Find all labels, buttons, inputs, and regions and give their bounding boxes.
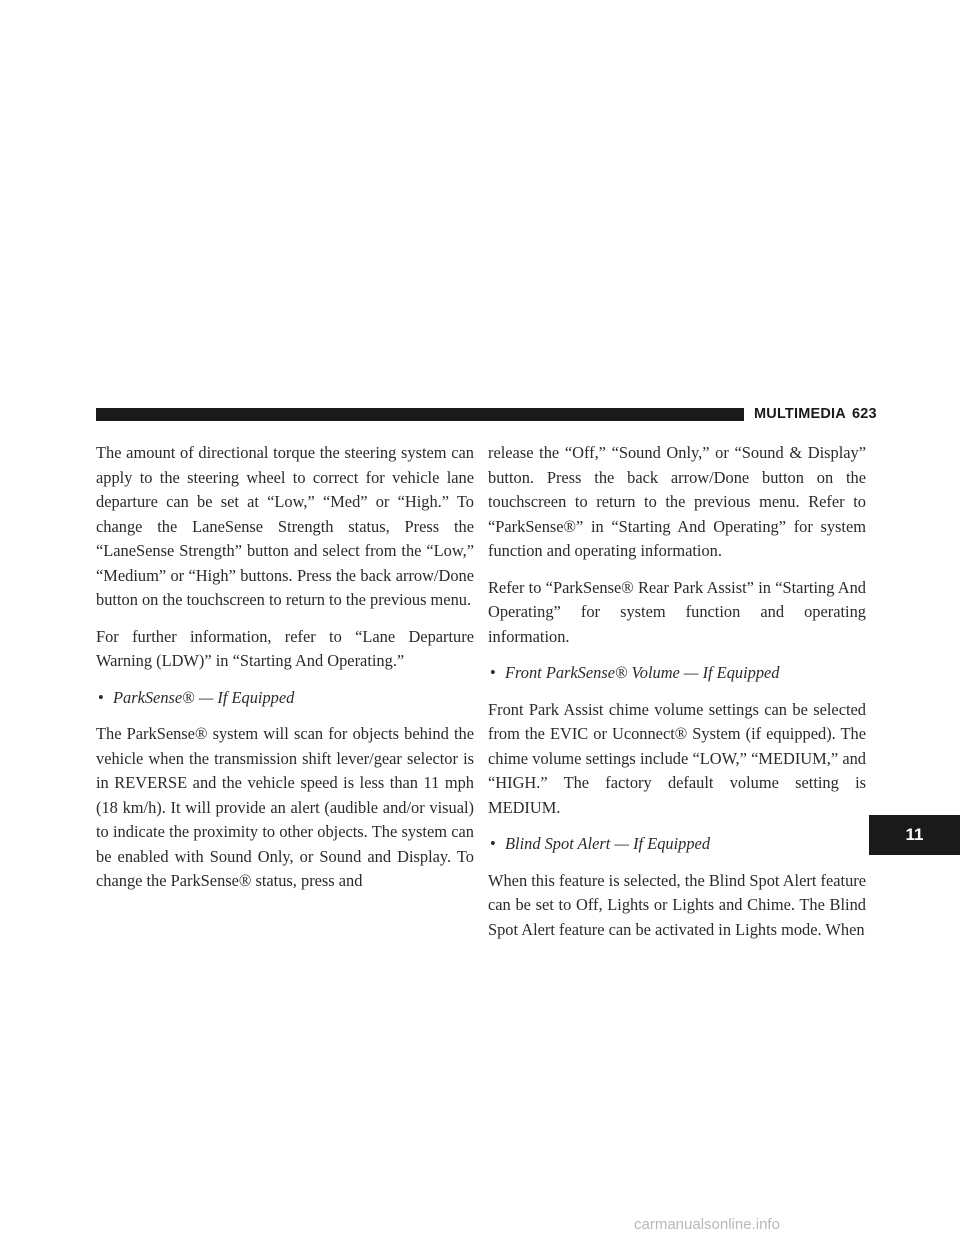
chapter-tab: 11 [869,815,960,855]
paragraph-lanesense-strength: The amount of directional torque the steering system can apply to the steering wheel to correct for vehicle lane departure can be set at “Low,” “Med” or “High.” To change the LaneSense Strength status, Press the “LaneSense Strength” button and select from the “Low,” “Medium” or “High” buttons. Press the back arrow/Done button on the touchscreen to return to the previous menu. [96,443,474,609]
header-rule [96,408,744,421]
bullet-dot: • [490,834,496,853]
section-title: MULTIMEDIA [754,406,846,422]
paragraph-parksense-release: release the “Off,” “Sound Only,” or “Sound & Display” button. Press the back arrow/Done button on the touchscreen to return to the previous menu. Refer to “ParkSense®” in “Starting And Operating” for system function and operating information. [488,443,866,560]
bullet-heading: ParkSense® — If Equipped [113,687,295,707]
paragraph-blind-spot-alert: When this feature is selected, the Blind Spot Alert feature can be set to Off, Lights or Lights and Chime. The Blind Spot Alert feature can be activated in Lights mode. When [488,870,866,939]
footer-watermark: carmanualsonline.info [634,1216,780,1233]
paragraph-further-info: For further information, refer to “Lane Departure Warning (LDW)” in “Starting And Operating.” [96,626,474,670]
bullet-front-parksense-volume [488,661,866,686]
left-column [96,441,474,906]
right-column [488,441,866,954]
bullet-heading: Front ParkSense® Volume — If Equipped [505,663,780,682]
bullet-parksense [96,686,474,711]
running-header [754,404,877,424]
bullet-dot: • [98,687,104,707]
bullet-heading: Blind Spot Alert — If Equipped [505,834,711,853]
bullet-dot: • [490,663,496,682]
paragraph-parksense-system: The ParkSense® system will scan for objects behind the vehicle when the transmission shift lever/gear selector is in REVERSE and the vehicle speed is less than 11 mph (18 km/h). It will provide an alert (audible and/or visual) to indicate the proximity to other objects. The system can be enabled with Sound Only, or Sound and Display. To change the ParkSense® status, press and [96,724,474,890]
page-number: 623 [851,406,877,422]
paragraph-chime-volume: Front Park Assist chime volume settings can be selected from the EVIC or Uconnect® System (if equipped). The chime volume settings include “LOW,” “MEDIUM,” and “HIGH.” The factory default volume setting is MEDIUM. [488,699,866,817]
bullet-blind-spot-alert [488,832,866,857]
paragraph-rear-park-assist: Refer to “ParkSense® Rear Park Assist” in “Starting And Operating” for system function and operating information. [488,577,866,646]
